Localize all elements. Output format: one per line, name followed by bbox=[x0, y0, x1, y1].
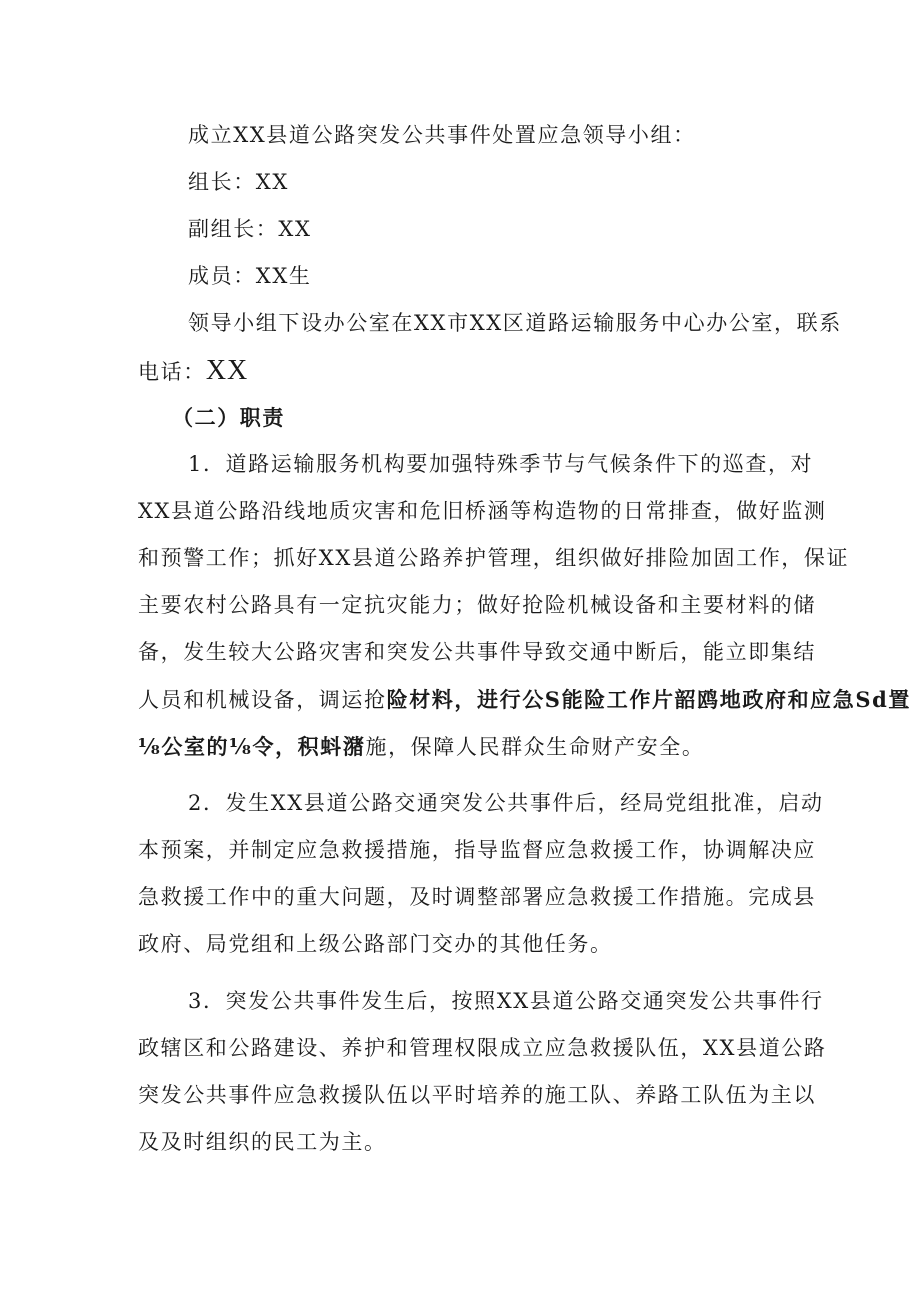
members-line: 成员：XX生 bbox=[188, 264, 312, 288]
leader-line: 组长：XX bbox=[188, 170, 289, 194]
duty-1-line: XX县道公路沿线地质灾害和危旧桥涵等构造物的日常排查，做好监测 bbox=[138, 499, 827, 523]
document-body bbox=[138, 112, 912, 1166]
paragraph-gap bbox=[138, 770, 792, 780]
duty-item-3 bbox=[138, 978, 827, 1166]
duty-1-line-7-normal: 施，保障人民群众生命财产安全。 bbox=[365, 735, 705, 759]
section-heading-duties: （二）职责 bbox=[172, 405, 285, 430]
duty-2-line: 政府、局党组和上级公路部门交办的其他任务。 bbox=[138, 932, 613, 956]
paragraph-gap bbox=[138, 968, 792, 978]
phone-label: 电话： bbox=[138, 360, 206, 384]
deputy-leader-line: 副组长：XX bbox=[188, 217, 312, 241]
office-line-1: 领导小组下设办公室在XX市XX区道路运输服务中心办公室，联系 bbox=[188, 311, 842, 335]
duty-1-line-6-bold: 险材料，进行公S能险工作片韶鸥地政府和应急Sd置 bbox=[386, 687, 912, 712]
duty-2-line: 本预案，并制定应急救援措施，指导监督应急救援工作，协调解决应 bbox=[138, 838, 816, 862]
duty-1-line-7-bold: ⅛公室的⅛令，积蚪潴 bbox=[138, 734, 366, 759]
duty-2-line: 急救援工作中的重大问题，及时调整部署应急救援工作措施。完成县 bbox=[138, 885, 816, 909]
duty-3-line: 政辖区和公路建设、养护和管理权限成立应急救援队伍，XX县道公路 bbox=[138, 1036, 827, 1060]
duty-1-line: 和预警工作；抓好XX县道公路养护管理，组织做好排险加固工作，保证 bbox=[138, 546, 850, 570]
duty-3-line: 3．突发公共事件发生后，按照XX县道公路交通突发公共事件行 bbox=[188, 989, 824, 1013]
duty-1-line bbox=[138, 676, 912, 723]
office-line-2 bbox=[138, 347, 792, 394]
duty-1-line: 主要农村公路具有一定抗灾能力；做好抢险机械设备和主要材料的储 bbox=[138, 593, 816, 617]
duty-2-line: 2．发生XX县道公路交通突发公共事件后，经局党组批准，启动 bbox=[188, 791, 824, 815]
leadership-intro: 成立XX县道公路突发公共事件处置应急领导小组： bbox=[188, 123, 696, 147]
duty-item-1 bbox=[138, 441, 912, 770]
duty-1-line bbox=[138, 723, 792, 770]
phone-value: XX bbox=[205, 355, 249, 386]
duty-1-line: 备，发生较大公路灾害和突发公共事件导致交通中断后，能立即集结 bbox=[138, 640, 816, 664]
duty-1-line-6-normal: 人员和机械设备，调运抢 bbox=[138, 688, 387, 712]
duty-3-line: 突发公共事件应急救援队伍以平时培养的施工队、养路工队伍为主以 bbox=[138, 1083, 816, 1107]
duty-1-line: 1．道路运输服务机构要加强特殊季节与气候条件下的巡查，对 bbox=[188, 452, 814, 476]
duty-item-2 bbox=[138, 780, 824, 968]
duty-3-line: 及及时组织的民工为主。 bbox=[138, 1130, 387, 1154]
